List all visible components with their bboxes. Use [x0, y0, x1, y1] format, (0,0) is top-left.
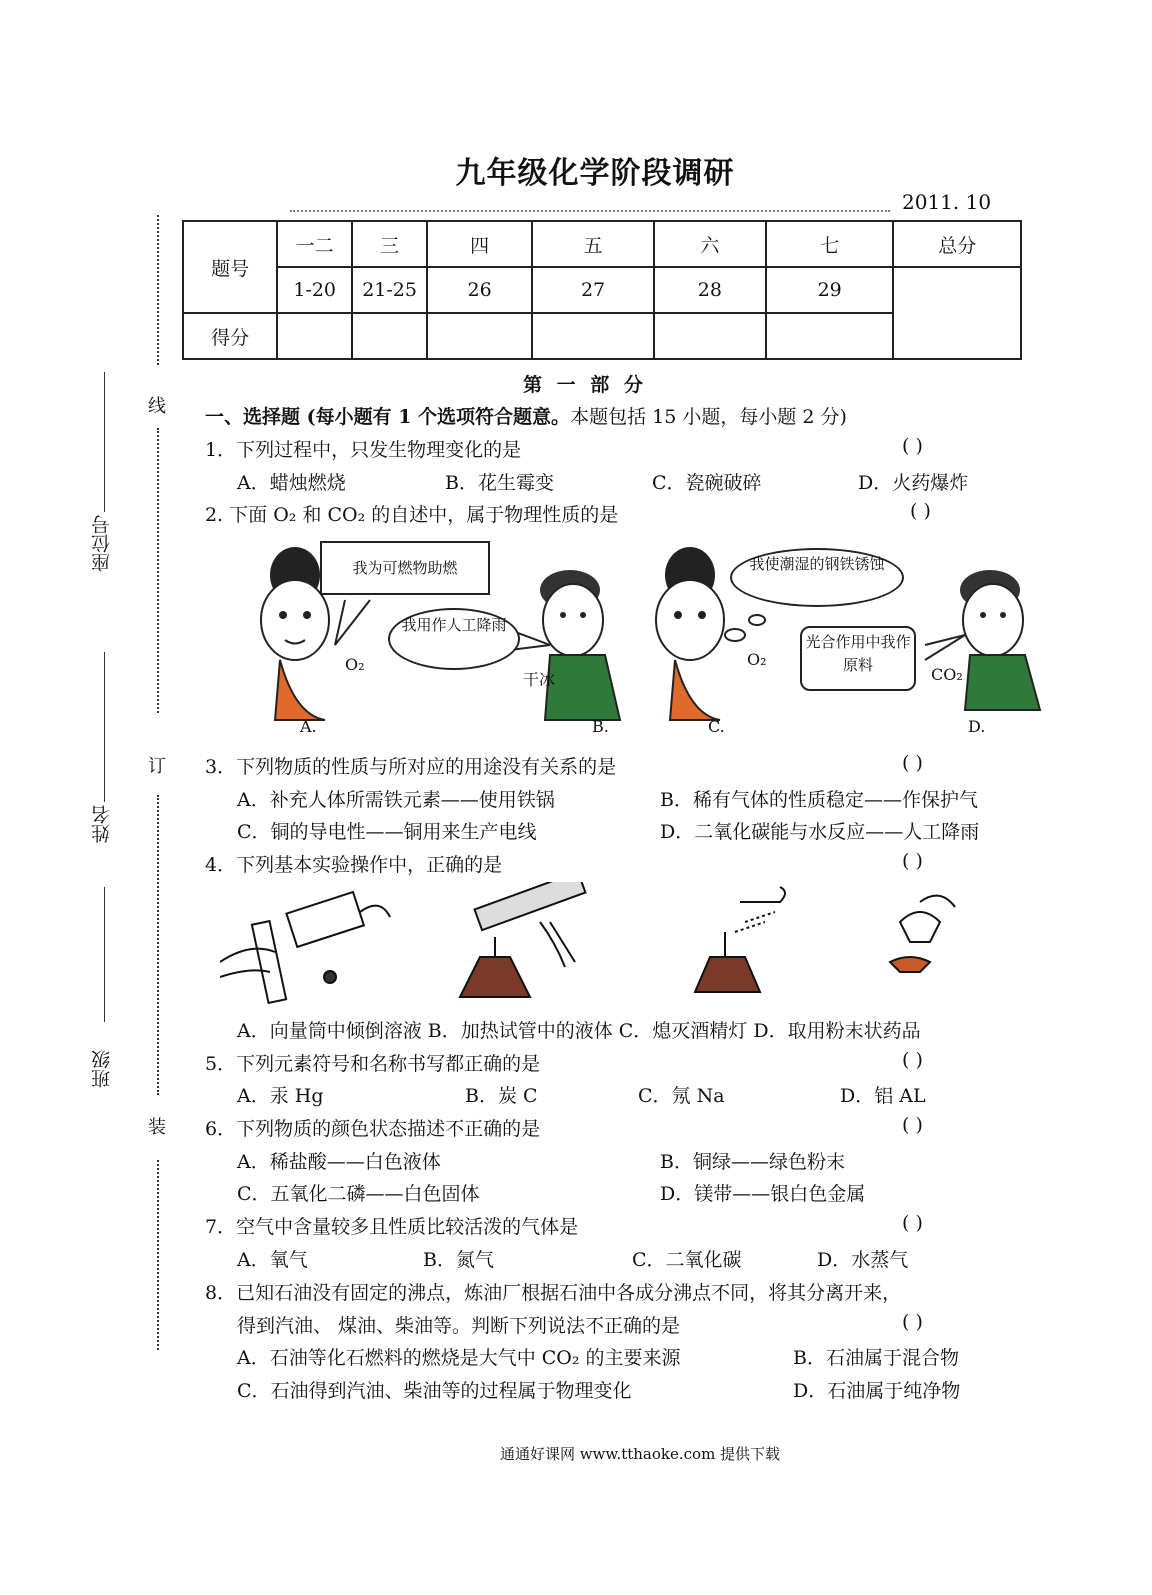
exam-date: 2011. 10	[902, 190, 992, 214]
section-title	[205, 402, 847, 429]
col-header-total: 总分	[893, 221, 1021, 267]
answer-paren[interactable]: ( )	[902, 752, 923, 774]
q8-option-b: B．石油属于混合物	[793, 1347, 959, 1369]
question-8-stem-line2: 得到汽油、 煤油、柴油等。判断下列说法不正确的是	[237, 1315, 681, 1337]
label-co2: CO₂	[931, 665, 963, 684]
question-3-stem: 3．下列物质的性质与所对应的用途没有关系的是	[205, 756, 617, 778]
speech-bubble-d: 光合作用中我作原料	[800, 626, 916, 691]
q2-option-b: B.	[592, 717, 609, 736]
q7-option-d: D．水蒸气	[817, 1249, 909, 1271]
girl-figure-c	[656, 547, 724, 720]
col-range: 21-25	[352, 267, 427, 313]
q6-option-b: B．铜绿——绿色粉末	[660, 1151, 845, 1173]
total-score-cell[interactable]	[893, 267, 1021, 359]
question-1-stem: 1．下列过程中，只发生物理变化的是	[205, 439, 522, 461]
girl-figure-a	[261, 547, 329, 720]
q1-option-a: A．蜡烛燃烧	[237, 472, 346, 494]
q8-option-a: A．石油等化石燃料的燃烧是大气中 CO₂ 的主要来源	[237, 1347, 681, 1369]
q5-option-c: C．氖 Na	[638, 1085, 725, 1107]
page-footer: 通通好课网 www.tthaoke.com 提供下载	[499, 1445, 781, 1463]
q5-option-a: A．汞 Hg	[237, 1085, 324, 1107]
label-o2-a: O₂	[345, 655, 365, 674]
col-header: 三	[352, 221, 427, 267]
answer-paren[interactable]: ( )	[902, 1212, 923, 1234]
class-blank	[104, 887, 105, 1022]
question-7-stem: 7．空气中含量较多且性质比较活泼的气体是	[205, 1216, 579, 1238]
thought-bubble-c: 我使潮湿的钢铁锈蚀	[730, 548, 904, 607]
binding-dotted-line	[157, 215, 159, 365]
score-cell[interactable]	[766, 313, 894, 359]
class-label: 班级	[91, 1050, 113, 1088]
name-blank	[104, 652, 105, 802]
binding-label-zhuang: 装	[148, 1117, 166, 1138]
col-range: 26	[427, 267, 532, 313]
q3-option-d: D．二氧化碳能与水反应——人工降雨	[660, 821, 980, 843]
q3-option-b: B．稀有气体的性质稳定——作保护气	[660, 789, 978, 811]
q2-option-a: A.	[300, 717, 317, 736]
q7-option-c: C．二氧化碳	[632, 1249, 742, 1271]
boy-figure-d	[960, 570, 1040, 710]
q1-option-b: B．花生霉变	[445, 472, 554, 494]
q6-option-c: C．五氧化二磷——白色固体	[237, 1183, 480, 1205]
binding-label-line: 线	[148, 396, 166, 417]
answer-paren[interactable]: ( )	[902, 1311, 923, 1333]
col-range: 29	[766, 267, 894, 313]
col-range: 1-20	[277, 267, 352, 313]
answer-paren[interactable]: ( )	[902, 850, 923, 872]
q3-option-a: A．补充人体所需铁元素——使用铁锅	[237, 789, 555, 811]
binding-dotted-line	[157, 795, 159, 1095]
boy-figure-b	[540, 570, 620, 720]
q7-option-b: B．氮气	[423, 1249, 494, 1271]
col-header: 五	[532, 221, 654, 267]
col-header: 七	[766, 221, 894, 267]
q1-option-c: C．瓷碗破碎	[652, 472, 762, 494]
q6-option-d: D．镁带——银白色金属	[660, 1183, 866, 1205]
q8-option-c: C．石油得到汽油、柴油等的过程属于物理变化	[237, 1380, 632, 1402]
binding-dotted-line	[157, 428, 159, 713]
question-5-stem: 5．下列元素符号和名称书写都正确的是	[205, 1053, 541, 1075]
binding-label-ding: 订	[148, 756, 166, 777]
col-range: 28	[654, 267, 766, 313]
col-header: 六	[654, 221, 766, 267]
score-cell[interactable]	[352, 313, 427, 359]
q4-options: A．向量筒中倾倒溶液 B．加热试管中的液体 C．熄灭酒精灯 D．取用粉末状药品	[237, 1020, 921, 1042]
q6-option-a: A．稀盐酸——白色液体	[237, 1151, 441, 1173]
binding-dotted-line	[157, 1160, 159, 1350]
speech-bubble-a: 我为可燃物助燃	[320, 541, 490, 595]
score-table	[182, 220, 1022, 360]
question-8-stem-line1: 8．已知石油没有固定的沸点，炼油厂根据石油中各成分沸点不同，将其分离开来，	[205, 1282, 902, 1304]
question-6-stem: 6．下列物质的颜色状态描述不正确的是	[205, 1118, 541, 1140]
row-label-score: 得分	[183, 313, 277, 359]
answer-paren[interactable]: ( )	[902, 435, 923, 457]
page-title: 九年级化学阶段调研	[455, 156, 735, 191]
col-header: 一二	[277, 221, 352, 267]
score-cell[interactable]	[654, 313, 766, 359]
dotted-divider	[290, 210, 890, 212]
q5-option-d: D．铝 AL	[840, 1085, 926, 1107]
q8-option-d: D．石油属于纯净物	[793, 1380, 961, 1402]
row-label-number: 题号	[183, 221, 277, 313]
speech-bubble-b: 我用作人工降雨	[388, 608, 520, 670]
question-4-stem: 4．下列基本实验操作中，正确的是	[205, 854, 503, 876]
col-range: 27	[532, 267, 654, 313]
section-title-rest: 本题包括 15 小题，每小题 2 分)	[570, 406, 847, 428]
q5-option-b: B．炭 C	[465, 1085, 538, 1107]
col-header: 四	[427, 221, 532, 267]
label-dry-ice: 干冰	[523, 670, 556, 689]
q4-lab-operations-illustration	[220, 882, 980, 1007]
score-cell[interactable]	[427, 313, 532, 359]
answer-paren[interactable]: ( )	[910, 500, 931, 522]
question-2-stem: 2. 下面 O₂ 和 CO₂ 的自述中，属于物理性质的是	[205, 504, 619, 526]
q1-option-d: D．火药爆炸	[858, 472, 969, 494]
part-title: 第 一 部 分	[523, 374, 647, 396]
q2-option-c: C.	[708, 717, 725, 736]
score-cell[interactable]	[532, 313, 654, 359]
answer-paren[interactable]: ( )	[902, 1114, 923, 1136]
q2-option-d: D.	[968, 717, 986, 736]
score-cell[interactable]	[277, 313, 352, 359]
q3-option-c: C．铜的导电性——铜用来生产电线	[237, 821, 537, 843]
name-label: 姓名	[91, 805, 113, 843]
q7-option-a: A．氧气	[237, 1249, 308, 1271]
label-o2-c: O₂	[747, 650, 767, 669]
seat-label: 座位号	[91, 515, 113, 572]
section-title-bold: 一、选择题 (每小题有 1 个选项符合题意。	[205, 406, 571, 428]
answer-paren[interactable]: ( )	[902, 1049, 923, 1071]
